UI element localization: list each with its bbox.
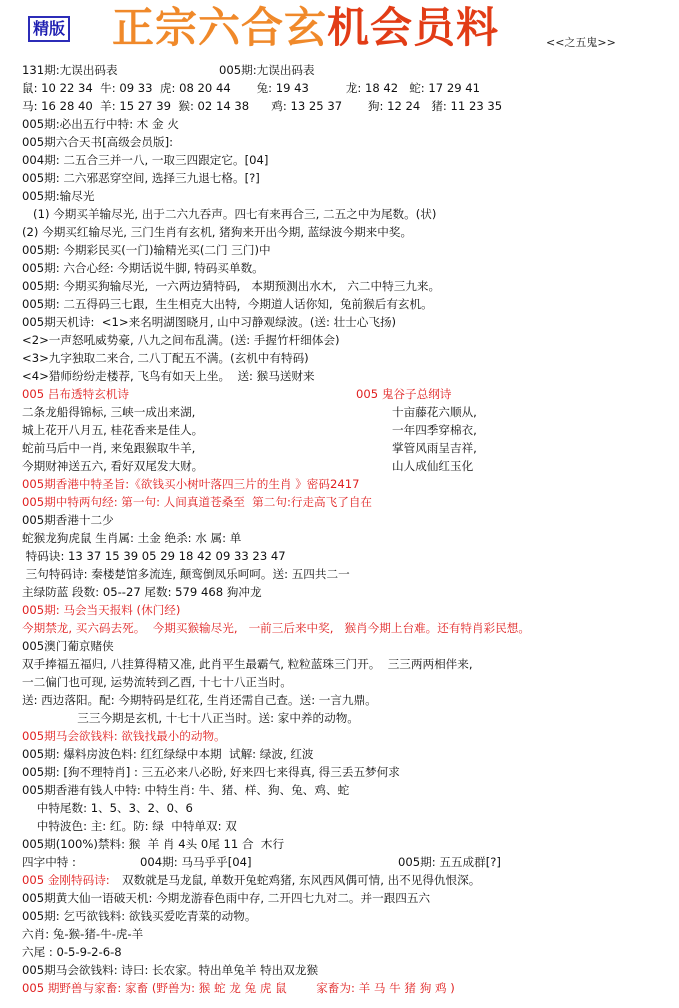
text-line: 005 吕布透特玄机诗 bbox=[22, 387, 129, 401]
page-title bbox=[112, 2, 499, 54]
text-line: 蛇前马后中一肖, 来兔跟猴取牛羊, bbox=[22, 441, 196, 455]
badge: 精版 bbox=[28, 16, 70, 42]
text-line: 005期黄大仙一语破天机: 今期龙游春色雨中存, 二开四七九对二。并一跟四五六 bbox=[22, 891, 431, 905]
title-part-a: 正宗六合玄 bbox=[112, 3, 328, 52]
text-line: 三三今期是玄机, 十七十八正当时。送: 家中养的动物。 bbox=[22, 711, 359, 725]
text-line: 131期:尢误出码表 bbox=[22, 63, 118, 77]
text-line: 005期:输尽光 bbox=[22, 189, 95, 203]
title-part-b: 机会员料 bbox=[327, 3, 500, 52]
text-line: 005期: [狗不理特肖] : 三五必来八必盼, 好来四七来得真, 得三丢五梦何求 bbox=[22, 765, 400, 779]
header bbox=[0, 0, 679, 58]
text-line: 005期香港十二少 bbox=[22, 513, 114, 527]
text-line: 中特波色: 主: 红。防: 绿 中特单双: 双 bbox=[22, 819, 237, 833]
text-line: <4>猎师纷纷走楼荐, 飞鸟有如天上坐。 送: 猴马送财来 bbox=[22, 369, 315, 383]
text-line: 005期: 今期彩民买(一门)输精光买(二门 三门)中 bbox=[22, 243, 271, 257]
text-line: 004期: 二五合三并一八, 一取三四跟定它。[04] bbox=[22, 153, 269, 167]
text-line: 005期:尢误出码表 bbox=[219, 63, 315, 77]
text-line: 005 鬼谷子总纲诗 bbox=[356, 387, 452, 401]
text-line: 双手捧福五福归, 八挂算得精又准, 此肖平生最霸气, 粒粒蓝珠三门开。 三三两两相伴来, bbox=[22, 657, 473, 671]
text-line: 二条龙船得锦标, 三峡一成出来湖, bbox=[22, 405, 196, 419]
text-line: 005期:必出五行中特: 木 金 火 bbox=[22, 117, 179, 131]
text-line: 005 金刚特码诗: bbox=[22, 873, 110, 887]
text-line: 005期: 五五成群[?] bbox=[398, 855, 501, 869]
text-line: 掌管风雨呈吉祥, bbox=[392, 441, 477, 455]
text-line: 主绿防蓝 段数: 05--27 尾数: 579 468 狗冲龙 bbox=[22, 585, 262, 599]
text-line: (1) 今期买羊输尽光, 出于二六九吞声。四七有来再合三, 二五之中为尾数。(状) bbox=[22, 207, 437, 221]
text-line: 005期: 今期买狗输尽光, 一六两边猜特码, 本期预测出水木, 六二中特三九来。 bbox=[22, 279, 441, 293]
text-line: 中特尾数: 1、5、3、2、0、6 bbox=[22, 801, 193, 815]
text-line: 双数就是马龙鼠, 单数开兔蛇鸡猪, 东风西风偶可情, 出不见得仇恨深。 bbox=[122, 873, 481, 887]
text-line: 005期香港中特圣旨:《欲钱买小树叶落四三片的生肖 》密码2417 bbox=[22, 477, 360, 491]
text-line: 马: 16 28 40 羊: 15 27 39 猴: 02 14 38 鸡: 13 25 37 狗: 12 24 猪: 11 23 35 bbox=[22, 99, 503, 113]
text-line: 005期(100%)禁料: 猴 羊 肖 4头 0尾 11 合 木行 bbox=[22, 837, 285, 851]
text-line: 蛇猴龙狗虎鼠 生肖属: 土金 绝杀: 水 属: 单 bbox=[22, 531, 242, 545]
text-line: 005期: 爆料房波色料: 红红绿绿中本期 试解: 绿波, 红波 bbox=[22, 747, 314, 761]
text-line: 005期: 二六邪恶穿空间, 选择三九退七格。[?] bbox=[22, 171, 260, 185]
text-line: 005期马会欲钱料: 诗曰: 长农家。特出单兔羊 特出双龙猴 bbox=[22, 963, 319, 977]
text-line: 一年四季穿棉衣, bbox=[392, 423, 477, 437]
text-line: 三句特码诗: 秦楼楚馆多流连, 颠鸾倒凤乐呵呵。送: 五四共二一 bbox=[22, 567, 350, 581]
text-line: 005期中特两句经: 第一句: 人间真道苍桑至 第二句:行走高飞了自在 bbox=[22, 495, 373, 509]
text-line: 六尾 : 0-5-9-2-6-8 bbox=[22, 945, 122, 959]
text-line: 六肖: 兔-猴-猪-牛-虎-羊 bbox=[22, 927, 144, 941]
text-line: 005期香港有钱人中特: 中特生肖: 牛、猪、样、狗、兔、鸡、蛇 bbox=[22, 783, 350, 797]
text-line: 005期: 六合心经: 今期话说牛脚, 特码买单数。 bbox=[22, 261, 264, 275]
text-line: 今期财神送五六, 看好双尾发大财。 bbox=[22, 459, 204, 473]
text-line: 今期禁龙, 买六码去死。 今期买猴输尽光, 一前三后来中奖, 猴肖今期上台难。还有特肖彩民想。 bbox=[22, 621, 530, 635]
text-line: 005期马会欲钱料: 欲钱找最小的动物。 bbox=[22, 729, 226, 743]
text-line: 005期天机诗: <1>来名明湖图晓月, 山中习静观绿波。(送: 壮士心飞扬) bbox=[22, 315, 397, 329]
text-line: 送: 西边落阳。配: 今期特码是红花, 生肖还需自己查。送: 一言九鼎。 bbox=[22, 693, 377, 707]
text-line: (2) 今期买红输尽光, 三门生肖有玄机, 猪狗来开出今期, 蓝绿波今期来中奖。 bbox=[22, 225, 413, 239]
text-line: <2>一声怒吼威势豪, 八九之间布乱满。(送: 手握竹杆细体会) bbox=[22, 333, 340, 347]
text-line: 004期: 马马乎乎[04] bbox=[140, 855, 252, 869]
text-line: 005期: 二五得码三七跟, 生生相克大出特, 今期道人话你知, 兔前猴后有玄机。 bbox=[22, 297, 433, 311]
text-line: 山人成仙红玉化 bbox=[392, 459, 474, 473]
text-line: 鼠: 10 22 34 牛: 09 33 虎: 08 20 44 兔: 19 43 龙: 18 42 蛇: 17 29 41 bbox=[22, 81, 481, 95]
text-line: <3>九字独取二来合, 二八丁配五不满。(玄机中有特码) bbox=[22, 351, 309, 365]
text-line: 005澳门葡京赌侠 bbox=[22, 639, 114, 653]
text-line: 四字中特 : bbox=[22, 855, 76, 869]
text-line: 005期: 马会当天报料 (休门经) bbox=[22, 603, 181, 617]
text-line: 特码诀: 13 37 15 39 05 29 18 42 09 33 23 47 bbox=[22, 549, 286, 563]
tag: <<之五鬼>> bbox=[546, 36, 616, 49]
text-line: 一二偏门也可现, 运势流转到乙酉, 十七十八正当时。 bbox=[22, 675, 292, 689]
text-line: 005期: 乞丐欲钱料: 欲钱买爱吃青菜的动物。 bbox=[22, 909, 257, 923]
text-line: 十亩藤花六顺从, bbox=[392, 405, 477, 419]
text-line: 005 期野兽与家畜: 家畜 (野兽为: 猴 蛇 龙 兔 虎 鼠 家畜为: 羊 马 牛 猪 狗 鸡 ) bbox=[22, 981, 455, 995]
text-line: 005期六合天书[高级会员版]: bbox=[22, 135, 174, 149]
text-line: 城上花开八月五, 桂花香来是佳人。 bbox=[22, 423, 204, 437]
